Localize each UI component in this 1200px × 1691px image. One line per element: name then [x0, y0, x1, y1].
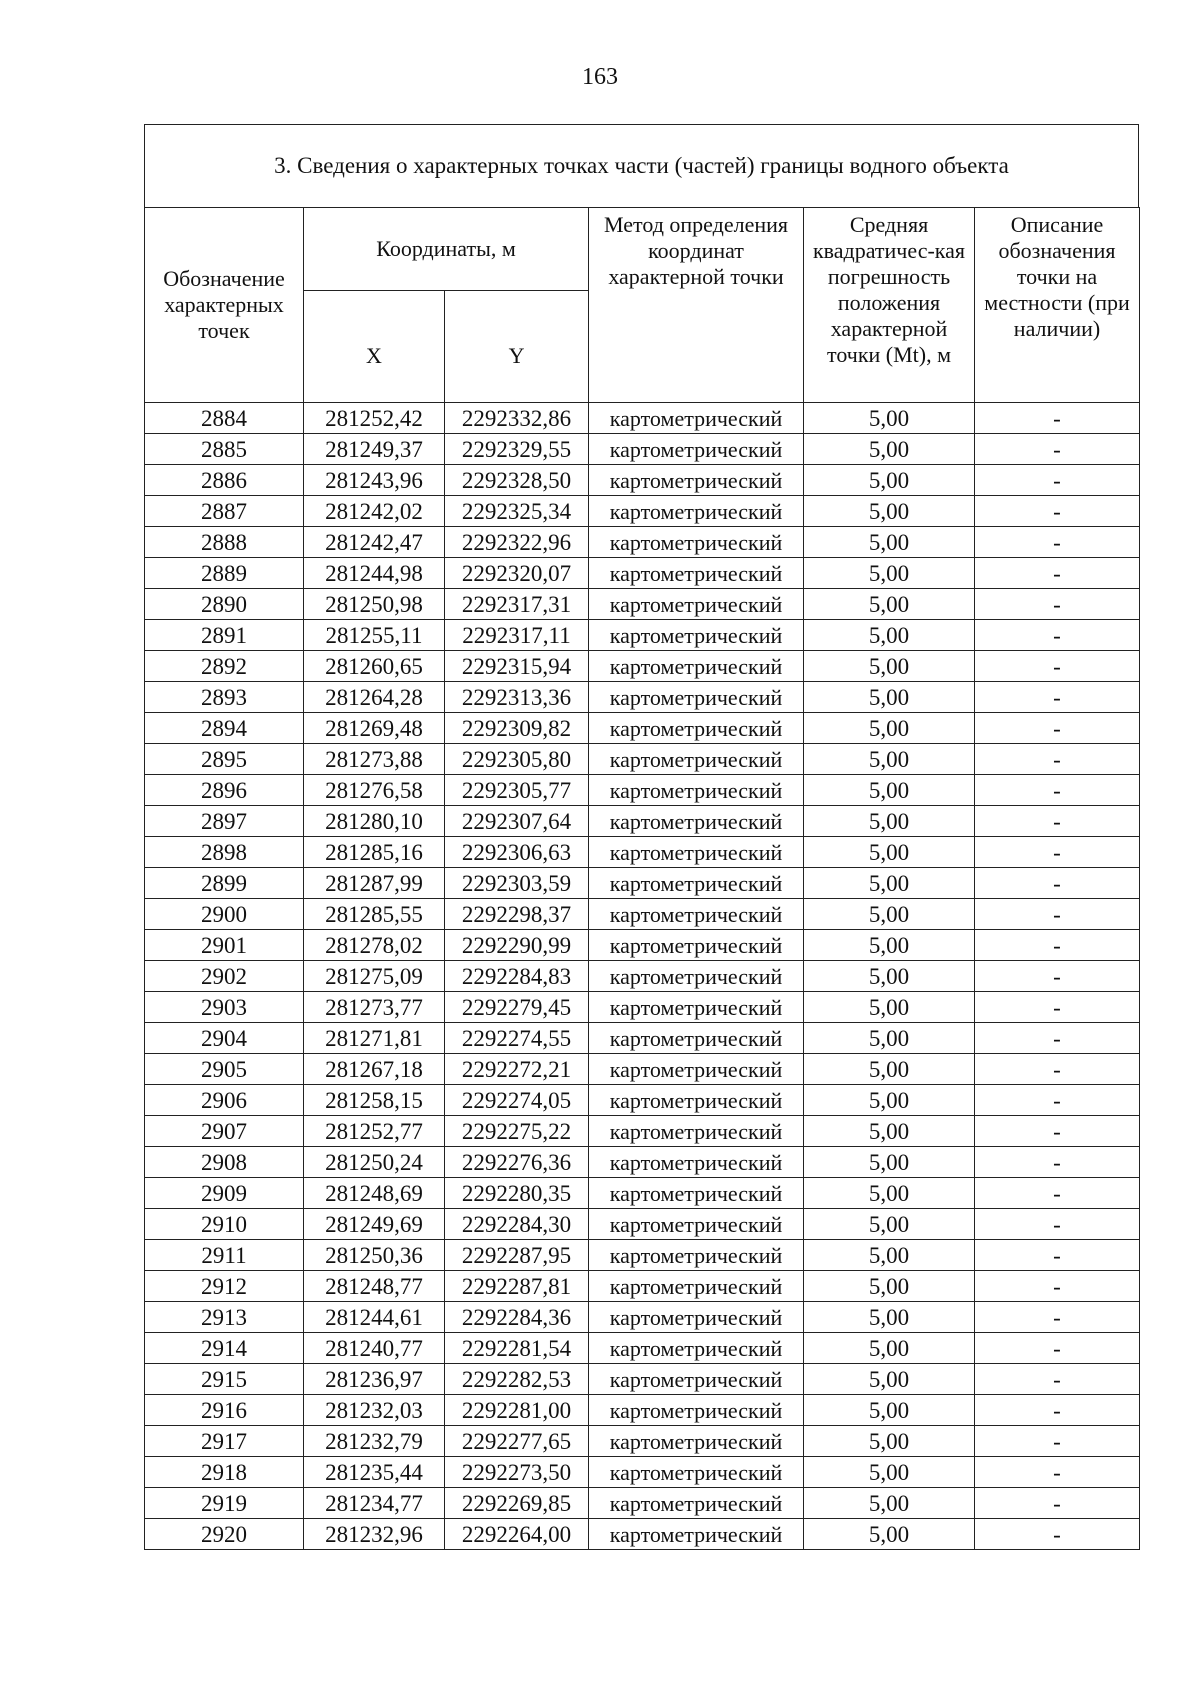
cell-method: картометрический [589, 806, 804, 837]
cell-method: картометрический [589, 1178, 804, 1209]
cell-point: 2898 [145, 837, 304, 868]
cell-x: 281242,02 [304, 496, 445, 527]
cell-method: картометрический [589, 1054, 804, 1085]
cell-y: 2292309,82 [445, 713, 589, 744]
table-row [145, 868, 1140, 899]
table-row [145, 837, 1140, 868]
cell-y: 2292329,55 [445, 434, 589, 465]
cell-point: 2901 [145, 930, 304, 961]
cell-point: 2902 [145, 961, 304, 992]
cell-y: 2292272,21 [445, 1054, 589, 1085]
boundary-points-table [144, 207, 1140, 1550]
cell-point: 2920 [145, 1519, 304, 1550]
cell-y: 2292306,63 [445, 837, 589, 868]
cell-method: картометрический [589, 589, 804, 620]
cell-point: 2913 [145, 1302, 304, 1333]
cell-error: 5,00 [804, 837, 975, 868]
cell-x: 281269,48 [304, 713, 445, 744]
cell-method: картометрический [589, 496, 804, 527]
cell-method: картометрический [589, 1488, 804, 1519]
cell-error: 5,00 [804, 899, 975, 930]
cell-method: картометрический [589, 744, 804, 775]
cell-point: 2919 [145, 1488, 304, 1519]
cell-x: 281285,16 [304, 837, 445, 868]
cell-method: картометрический [589, 1271, 804, 1302]
table-row [145, 620, 1140, 651]
cell-point: 2911 [145, 1240, 304, 1271]
table-row [145, 496, 1140, 527]
cell-y: 2292328,50 [445, 465, 589, 496]
cell-description: - [975, 558, 1140, 589]
header-mean-error: Средняя квадратичес-кая погрешность положения характерной точки (Mt), м [804, 208, 975, 403]
cell-error: 5,00 [804, 1488, 975, 1519]
section-title: 3. Сведения о характерных точках части (частей) границы водного объекта [144, 124, 1139, 207]
cell-x: 281273,77 [304, 992, 445, 1023]
cell-x: 281235,44 [304, 1457, 445, 1488]
cell-description: - [975, 496, 1140, 527]
table-row [145, 1209, 1140, 1240]
cell-description: - [975, 961, 1140, 992]
table-row [145, 1364, 1140, 1395]
cell-x: 281244,61 [304, 1302, 445, 1333]
cell-method: картометрический [589, 465, 804, 496]
table-row [145, 1426, 1140, 1457]
header-y: Y [445, 291, 589, 403]
table-row [145, 1395, 1140, 1426]
cell-y: 2292332,86 [445, 403, 589, 434]
cell-y: 2292275,22 [445, 1116, 589, 1147]
cell-method: картометрический [589, 899, 804, 930]
cell-y: 2292298,37 [445, 899, 589, 930]
table-row [145, 930, 1140, 961]
cell-x: 281249,37 [304, 434, 445, 465]
cell-point: 2893 [145, 682, 304, 713]
cell-x: 281275,09 [304, 961, 445, 992]
table-row [145, 1240, 1140, 1271]
cell-error: 5,00 [804, 1302, 975, 1333]
table-row [145, 1023, 1140, 1054]
cell-x: 281242,47 [304, 527, 445, 558]
cell-y: 2292284,30 [445, 1209, 589, 1240]
table-row [145, 527, 1140, 558]
cell-point: 2909 [145, 1178, 304, 1209]
table-body [145, 403, 1140, 1550]
cell-point: 2897 [145, 806, 304, 837]
cell-error: 5,00 [804, 434, 975, 465]
cell-x: 281271,81 [304, 1023, 445, 1054]
cell-point: 2914 [145, 1333, 304, 1364]
cell-x: 281278,02 [304, 930, 445, 961]
cell-error: 5,00 [804, 1271, 975, 1302]
cell-point: 2900 [145, 899, 304, 930]
cell-x: 281276,58 [304, 775, 445, 806]
cell-y: 2292281,00 [445, 1395, 589, 1426]
cell-y: 2292284,36 [445, 1302, 589, 1333]
cell-method: картометрический [589, 1395, 804, 1426]
cell-y: 2292287,81 [445, 1271, 589, 1302]
cell-x: 281236,97 [304, 1364, 445, 1395]
cell-point: 2912 [145, 1271, 304, 1302]
table-row [145, 1054, 1140, 1085]
cell-y: 2292269,85 [445, 1488, 589, 1519]
cell-error: 5,00 [804, 1147, 975, 1178]
cell-method: картометрический [589, 868, 804, 899]
cell-method: картометрический [589, 1085, 804, 1116]
cell-point: 2899 [145, 868, 304, 899]
table-row [145, 775, 1140, 806]
cell-error: 5,00 [804, 992, 975, 1023]
cell-method: картометрический [589, 1116, 804, 1147]
cell-error: 5,00 [804, 1209, 975, 1240]
cell-error: 5,00 [804, 930, 975, 961]
cell-method: картометрический [589, 527, 804, 558]
table-row [145, 1457, 1140, 1488]
cell-x: 281248,77 [304, 1271, 445, 1302]
cell-description: - [975, 403, 1140, 434]
cell-description: - [975, 1178, 1140, 1209]
cell-error: 5,00 [804, 1054, 975, 1085]
table-row [145, 1488, 1140, 1519]
cell-x: 281285,55 [304, 899, 445, 930]
cell-error: 5,00 [804, 1178, 975, 1209]
cell-method: картометрический [589, 992, 804, 1023]
cell-point: 2888 [145, 527, 304, 558]
cell-x: 281250,24 [304, 1147, 445, 1178]
cell-x: 281240,77 [304, 1333, 445, 1364]
cell-error: 5,00 [804, 527, 975, 558]
cell-method: картометрический [589, 558, 804, 589]
cell-description: - [975, 1209, 1140, 1240]
cell-y: 2292290,99 [445, 930, 589, 961]
cell-x: 281232,79 [304, 1426, 445, 1457]
cell-error: 5,00 [804, 403, 975, 434]
cell-point: 2917 [145, 1426, 304, 1457]
cell-method: картометрический [589, 682, 804, 713]
cell-point: 2891 [145, 620, 304, 651]
cell-point: 2905 [145, 1054, 304, 1085]
cell-description: - [975, 434, 1140, 465]
cell-y: 2292322,96 [445, 527, 589, 558]
cell-x: 281260,65 [304, 651, 445, 682]
cell-error: 5,00 [804, 1457, 975, 1488]
cell-description: - [975, 465, 1140, 496]
cell-method: картометрический [589, 930, 804, 961]
table-row [145, 1116, 1140, 1147]
header-x: X [304, 291, 445, 403]
header-coordinates: Координаты, м [304, 208, 589, 291]
cell-y: 2292325,34 [445, 496, 589, 527]
table-header [145, 208, 1140, 403]
cell-error: 5,00 [804, 1395, 975, 1426]
cell-point: 2915 [145, 1364, 304, 1395]
cell-y: 2292303,59 [445, 868, 589, 899]
cell-point: 2889 [145, 558, 304, 589]
cell-error: 5,00 [804, 651, 975, 682]
cell-error: 5,00 [804, 558, 975, 589]
cell-description: - [975, 713, 1140, 744]
cell-x: 281267,18 [304, 1054, 445, 1085]
cell-error: 5,00 [804, 589, 975, 620]
cell-method: картометрический [589, 1209, 804, 1240]
cell-description: - [975, 744, 1140, 775]
cell-point: 2907 [145, 1116, 304, 1147]
cell-point: 2895 [145, 744, 304, 775]
cell-error: 5,00 [804, 775, 975, 806]
cell-x: 281273,88 [304, 744, 445, 775]
cell-y: 2292320,07 [445, 558, 589, 589]
header-method: Метод определения координат характерной точки [589, 208, 804, 403]
cell-y: 2292279,45 [445, 992, 589, 1023]
cell-error: 5,00 [804, 1519, 975, 1550]
cell-description: - [975, 1302, 1140, 1333]
cell-y: 2292313,36 [445, 682, 589, 713]
table-row [145, 806, 1140, 837]
table-row [145, 558, 1140, 589]
cell-error: 5,00 [804, 1333, 975, 1364]
cell-description: - [975, 1426, 1140, 1457]
cell-description: - [975, 651, 1140, 682]
cell-description: - [975, 1271, 1140, 1302]
cell-y: 2292277,65 [445, 1426, 589, 1457]
cell-description: - [975, 589, 1140, 620]
cell-error: 5,00 [804, 1023, 975, 1054]
cell-point: 2904 [145, 1023, 304, 1054]
cell-description: - [975, 775, 1140, 806]
cell-x: 281232,03 [304, 1395, 445, 1426]
cell-point: 2896 [145, 775, 304, 806]
cell-error: 5,00 [804, 1240, 975, 1271]
cell-description: - [975, 1085, 1140, 1116]
table-row [145, 403, 1140, 434]
cell-method: картометрический [589, 1023, 804, 1054]
cell-point: 2916 [145, 1395, 304, 1426]
cell-description: - [975, 1240, 1140, 1271]
cell-method: картометрический [589, 1426, 804, 1457]
cell-y: 2292317,11 [445, 620, 589, 651]
cell-error: 5,00 [804, 682, 975, 713]
table-row [145, 651, 1140, 682]
cell-point: 2890 [145, 589, 304, 620]
cell-point: 2892 [145, 651, 304, 682]
cell-method: картометрический [589, 620, 804, 651]
cell-method: картометрический [589, 837, 804, 868]
cell-method: картометрический [589, 1240, 804, 1271]
cell-method: картометрический [589, 1364, 804, 1395]
cell-description: - [975, 527, 1140, 558]
cell-method: картометрический [589, 1519, 804, 1550]
table-row [145, 744, 1140, 775]
cell-point: 2887 [145, 496, 304, 527]
cell-description: - [975, 1054, 1140, 1085]
cell-description: - [975, 899, 1140, 930]
table-row [145, 899, 1140, 930]
cell-y: 2292273,50 [445, 1457, 589, 1488]
table-row [145, 1519, 1140, 1550]
cell-x: 281249,69 [304, 1209, 445, 1240]
cell-error: 5,00 [804, 1116, 975, 1147]
cell-description: - [975, 1364, 1140, 1395]
cell-description: - [975, 992, 1140, 1023]
cell-x: 281243,96 [304, 465, 445, 496]
table-row [145, 1333, 1140, 1364]
cell-x: 281252,77 [304, 1116, 445, 1147]
cell-x: 281255,11 [304, 620, 445, 651]
cell-description: - [975, 1488, 1140, 1519]
cell-y: 2292264,00 [445, 1519, 589, 1550]
cell-method: картометрический [589, 961, 804, 992]
table-row [145, 1271, 1140, 1302]
cell-description: - [975, 806, 1140, 837]
cell-description: - [975, 1333, 1140, 1364]
cell-error: 5,00 [804, 496, 975, 527]
cell-error: 5,00 [804, 868, 975, 899]
cell-error: 5,00 [804, 744, 975, 775]
cell-method: картометрический [589, 651, 804, 682]
cell-method: картометрический [589, 1302, 804, 1333]
cell-error: 5,00 [804, 1426, 975, 1457]
cell-error: 5,00 [804, 1085, 975, 1116]
cell-description: - [975, 1395, 1140, 1426]
cell-x: 281250,36 [304, 1240, 445, 1271]
cell-x: 281287,99 [304, 868, 445, 899]
cell-description: - [975, 930, 1140, 961]
cell-error: 5,00 [804, 806, 975, 837]
cell-description: - [975, 1116, 1140, 1147]
cell-description: - [975, 837, 1140, 868]
cell-error: 5,00 [804, 465, 975, 496]
table-row [145, 1085, 1140, 1116]
table-row [145, 465, 1140, 496]
cell-point: 2903 [145, 992, 304, 1023]
cell-y: 2292274,55 [445, 1023, 589, 1054]
table-row [145, 682, 1140, 713]
header-description: Описание обозначения точки на местности (при наличии) [975, 208, 1140, 403]
cell-method: картометрический [589, 1333, 804, 1364]
cell-y: 2292305,80 [445, 744, 589, 775]
cell-point: 2885 [145, 434, 304, 465]
cell-method: картометрический [589, 1147, 804, 1178]
cell-y: 2292315,94 [445, 651, 589, 682]
table-row [145, 1147, 1140, 1178]
cell-point: 2910 [145, 1209, 304, 1240]
cell-point: 2884 [145, 403, 304, 434]
cell-y: 2292305,77 [445, 775, 589, 806]
cell-x: 281232,96 [304, 1519, 445, 1550]
cell-method: картометрический [589, 1457, 804, 1488]
cell-point: 2918 [145, 1457, 304, 1488]
cell-error: 5,00 [804, 961, 975, 992]
cell-y: 2292276,36 [445, 1147, 589, 1178]
cell-description: - [975, 1457, 1140, 1488]
cell-y: 2292280,35 [445, 1178, 589, 1209]
cell-point: 2906 [145, 1085, 304, 1116]
table-row [145, 589, 1140, 620]
cell-y: 2292317,31 [445, 589, 589, 620]
page-number: 163 [582, 64, 618, 90]
cell-y: 2292287,95 [445, 1240, 589, 1271]
cell-point: 2894 [145, 713, 304, 744]
cell-description: - [975, 1519, 1140, 1550]
cell-description: - [975, 1147, 1140, 1178]
cell-x: 281244,98 [304, 558, 445, 589]
cell-x: 281280,10 [304, 806, 445, 837]
cell-method: картометрический [589, 434, 804, 465]
cell-description: - [975, 682, 1140, 713]
table-row [145, 961, 1140, 992]
header-point-designation: Обозначение характерных точек [145, 208, 304, 403]
boundary-points-sheet [144, 124, 1139, 1550]
cell-description: - [975, 1023, 1140, 1054]
cell-error: 5,00 [804, 620, 975, 651]
table-row [145, 1302, 1140, 1333]
cell-error: 5,00 [804, 713, 975, 744]
cell-method: картометрический [589, 775, 804, 806]
cell-x: 281234,77 [304, 1488, 445, 1519]
cell-y: 2292307,64 [445, 806, 589, 837]
cell-y: 2292274,05 [445, 1085, 589, 1116]
cell-method: картометрический [589, 713, 804, 744]
table-row [145, 434, 1140, 465]
cell-point: 2886 [145, 465, 304, 496]
cell-y: 2292281,54 [445, 1333, 589, 1364]
cell-x: 281264,28 [304, 682, 445, 713]
cell-error: 5,00 [804, 1364, 975, 1395]
table-row [145, 1178, 1140, 1209]
table-row [145, 992, 1140, 1023]
cell-method: картометрический [589, 403, 804, 434]
cell-y: 2292284,83 [445, 961, 589, 992]
cell-x: 281258,15 [304, 1085, 445, 1116]
cell-x: 281248,69 [304, 1178, 445, 1209]
table-row [145, 713, 1140, 744]
cell-description: - [975, 620, 1140, 651]
cell-description: - [975, 868, 1140, 899]
cell-x: 281250,98 [304, 589, 445, 620]
cell-x: 281252,42 [304, 403, 445, 434]
cell-point: 2908 [145, 1147, 304, 1178]
cell-y: 2292282,53 [445, 1364, 589, 1395]
